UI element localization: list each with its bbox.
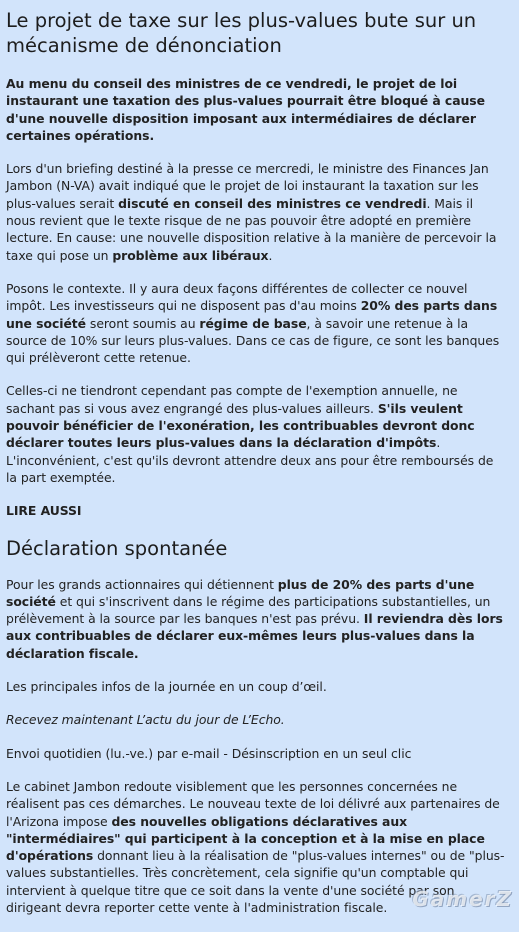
bold-span: régime de base [199,315,307,331]
text-span: Lors d'un briefing destiné à la presse ce mercredi, le ministre des Finances Jan Jambon (N-VA) avait indiqué que le projet de loi instaurant la taxation sur les plus-values serait [6,161,489,211]
watermark-logo: GamerZ [412,887,513,911]
newsletter-info: Envoi quotidien (lu.-ve.) par e-mail - Désinscription en un seul clic [6,745,412,761]
text-span: Pour les grands actionnaires qui détiennent [6,576,278,592]
bold-span: des nouvelles obligations déclaratives aux "intermédiaires" qui participent à la conception et à la mise en place d'opérations [6,813,485,864]
section-heading: Déclaration spontanée [6,536,228,560]
newsletter-promo: Recevez maintenant L’actu du jour de L’Echo. [6,712,285,728]
text-span: Posons le contexte. Il y aura deux façons différentes de collecter ce nouvel impôt. Les investisseurs qui ne disposent pas d'au moins [6,280,468,314]
bold-span: problème aux libéraux [112,247,269,263]
text-span: , à savoir une retenue à la source de 10% sur leurs plus-values. Dans ce cas de figure, ce sont les banques qui prélèveront cette retenue. [6,315,500,366]
text-span: . [268,247,273,263]
text-span: Celles-ci ne tiendront cependant pas compte de l'exemption annuelle, ne sachant pas si vous avez engrangé des plus-values ailleurs. [6,383,458,416]
lire-aussi-link[interactable]: LIRE AUSSI [6,503,82,519]
text-span: seront soumis au [86,315,200,331]
text-span: . L'inconvénient, c'est qu'ils devront attendre deux ans pour être remboursés de la part exemptée. [6,435,494,485]
article-title: Le projet de taxe sur les plus-values bute sur un mécanisme de dénonciation [6,9,477,57]
article [6,8,506,932]
bold-span: Il reviendra dès lors aux contribuables de déclarer eux-mêmes leurs plus-values dans la déclaration fiscale. [6,611,503,661]
text-span: . Mais il nous revient que le texte risque de ne pas pouvoir être adopté en première lecture. En cause: une nouvelle disposition relative à la manière de percevoir la taxe qui pose un [6,195,497,263]
bold-span: S'ils veulent pouvoir bénéficier de l'exonération, les contribuables devront donc déclarer toutes leurs plus-values dans la déclaration d'impôts [6,400,475,451]
text-span: donnant lieu à la réalisation de "plus-values internes" ou de "plus-values substantielles. Très concrètement, cela signifie qu'un comptable qui intervient à quelque titre que ce soit dans la vente d'une société par son dirigeant devra reporter cette vente à l'administration fiscale. [6,848,505,915]
paragraph-shareholders [6,576,506,662]
paragraph-context [6,280,506,366]
text-span: Le cabinet Jambon redoute visiblement que les personnes concernées ne réalisent pas ces démarches. Le nouveau texte de loi délivré aux partenaires de l'Arizona impose [6,778,500,829]
bold-span: 20% des parts dans une société [6,298,498,331]
bold-span: plus de 20% des parts d'une société [6,576,475,609]
bold-span: discuté en conseil des ministres ce vendredi [118,195,427,211]
article-lead: Au menu du conseil des ministres de ce vendredi, le projet de loi instaurant une taxation des plus-values pourrait être bloqué à cause d'une nouvelle disposition imposant aux intermédiaires de déclarer certaines opérations. [6,76,485,143]
text-span: et qui s'inscrivent dans le régime des participations substantielles, un prélèvement à la source par les banques n'est pas prévu. [6,593,491,627]
newsletter-teaser: Les principales infos de la journée en un coup d’œil. [6,679,327,695]
paragraph-exemption [6,382,506,486]
paragraph-briefing [6,160,506,264]
